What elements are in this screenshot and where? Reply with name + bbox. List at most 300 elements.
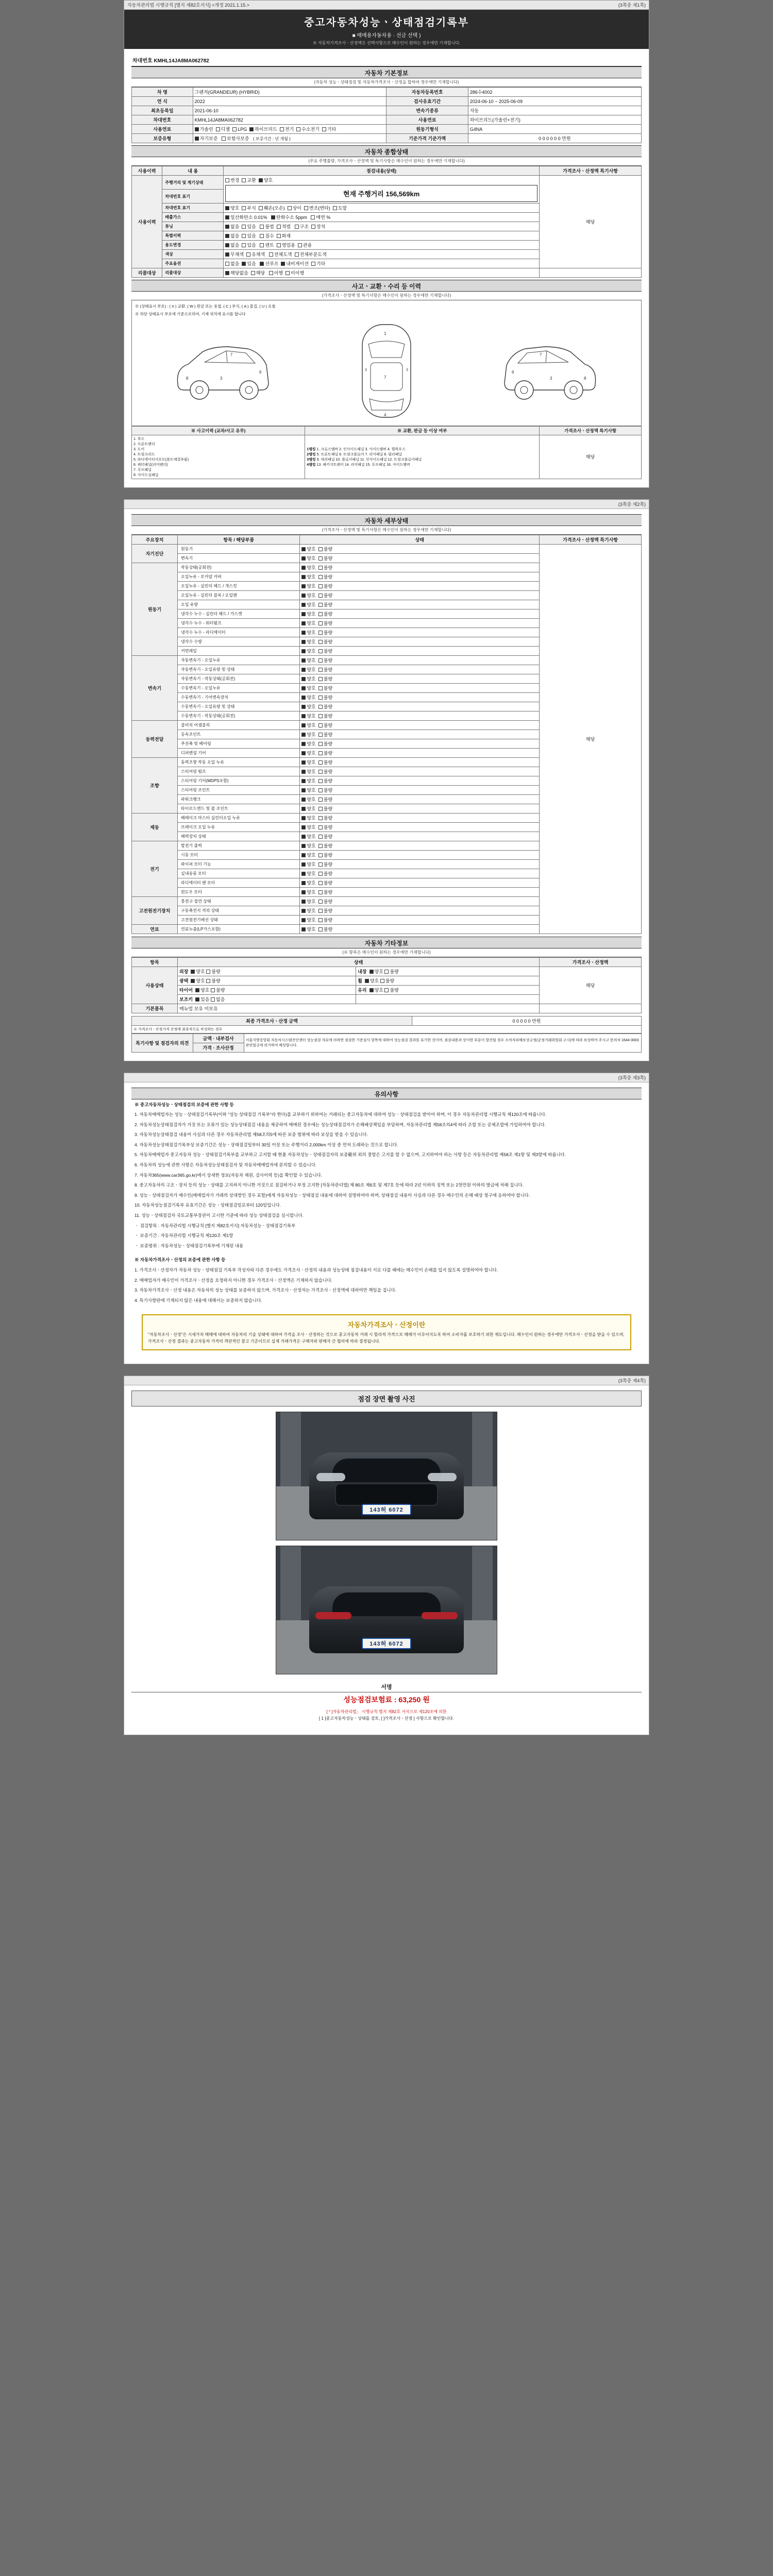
table-row [132, 1016, 642, 1025]
etc-extra-note [540, 1004, 642, 1013]
detail-group-label: 변속기 [132, 655, 178, 720]
detail-item-label: 배레이크 마스터 실린더오일 누유 [178, 813, 300, 822]
status-good[interactable]: 양호 [301, 732, 315, 737]
detail-item-label: 수동변속기 - 작동상태(공회전) [178, 711, 300, 720]
opt-yes[interactable]: 있음 [242, 261, 256, 266]
notice-item: 6. 자동차의 성능에 관한 사항은 자동차성능상태점검자 및 자동차매매업자에 문의할 수 있습니다. [135, 1162, 317, 1168]
car-side-left-diagram [171, 332, 274, 410]
status-bad[interactable]: 불량 [318, 890, 332, 895]
basic-value-0: 그랜저(GRANDEUR) (HYBRID) [193, 88, 386, 97]
footnote-1: [ * ]자동차관리법」 시행규칙 별지 제82호 서식으로 제120조에 의한 [326, 1709, 447, 1714]
usage-change-options [224, 241, 540, 250]
notice-subitem: 4. 특기사항란에 기재되지 않은 내용에 대해서는 보증하지 않습니다. [135, 1297, 262, 1303]
status-good[interactable]: 양호 [301, 899, 315, 904]
notices-head: ※ 중고자동차성능ㆍ상태점검의 보증에 관한 사항 등 [135, 1101, 234, 1107]
status-bad[interactable]: 불량 [318, 880, 332, 886]
recall-note [540, 268, 642, 278]
warranty-opt-0[interactable]: 자기보증 [195, 136, 218, 141]
status-bad[interactable]: 불량 [318, 918, 332, 923]
status-bad[interactable]: 불량 [318, 778, 332, 784]
detail-group-label: 자기진단 [132, 544, 178, 563]
status-good[interactable]: 양호 [301, 639, 315, 645]
document-notice: ※ 자동차가격조사ㆍ산정액은 선택사항으로 매수인이 원하는 경우에만 기재합니다. [312, 41, 461, 45]
notice-subitems-list [135, 1267, 638, 1304]
detail-group-label: 동력전달 [132, 720, 178, 757]
recall-na[interactable]: 해당없음 [225, 270, 248, 276]
status-bad[interactable]: 불량 [318, 927, 332, 932]
detail-item-label: 스티어링 펌프 [178, 767, 300, 776]
detail-item-label: 냉각수 누수 - 라디에이터 [178, 628, 300, 637]
etc-glass-bad[interactable]: 불량 [384, 988, 398, 993]
diagram-note-1: ※ (상태표시 부호) : ( X ) 교환, ( W ) 판금 또는 용접, ( C ) 부식, ( A ) 흠집, ( U ) 요철 [135, 304, 276, 309]
opinion-sub-2: 가격 · 조사산정 [193, 1043, 244, 1052]
notice-item: 2. 자동차성능상태점검자가 거짓 또는 오류가 있는 성능상태점검 내용을 제공하여 매매된 경우에는 성능상태점검자가 손해배상책임을 부담하며, 자동차관리법 제58조의4에 따라 조합 또는 공제조합에 가입하여야 합니다. [135, 1122, 546, 1127]
form-reference: 자동차관리법 시행규칙 [별지 제82호서식] <개정 2021.1.15.> [127, 3, 250, 8]
vin-opt-2[interactable]: 훼손(오손) [259, 206, 285, 211]
status-good[interactable]: 양호 [301, 556, 315, 561]
recall-options [224, 268, 540, 278]
status-good[interactable]: 양호 [301, 769, 315, 774]
engine-label: 원동기형식 [386, 125, 468, 134]
status-bad[interactable]: 불량 [318, 871, 332, 876]
tuning-opt-yes[interactable]: 있음 [242, 224, 256, 229]
windshield [332, 1459, 441, 1482]
inspection-fee: 성능점검보험료 : 63,250 원 [131, 1692, 642, 1709]
status-good[interactable]: 양호 [301, 695, 315, 700]
status-bad[interactable]: 불량 [318, 676, 332, 682]
accident-bottom-table [131, 426, 642, 479]
garage-pillar-left [280, 1412, 301, 1486]
tuning-opt-none[interactable]: 없음 [225, 224, 239, 229]
fuel-opt-0[interactable]: 가솔린 [195, 127, 213, 132]
etc-tire: 타이어 양호 불량 [178, 985, 356, 994]
status-bad[interactable]: 불량 [318, 686, 332, 691]
detail-item-label: 수동변속기 - 오일유량 및 상태 [178, 702, 300, 711]
etc-int-good[interactable]: 양호 [369, 969, 383, 974]
detail-price-note: 해당 [540, 544, 642, 934]
page-3 [124, 1073, 649, 1364]
basic-value-3: KMHL14JA8MA062782 [193, 115, 386, 125]
opt-etc[interactable]: 기타 [311, 261, 325, 266]
status-good[interactable]: 양호 [301, 574, 315, 580]
recall-yes[interactable]: 해당 [251, 270, 265, 276]
warranty-note: ( 보증기간 : 년 개월 ) [253, 137, 291, 141]
status-bad[interactable]: 불량 [318, 843, 332, 849]
notice-item: 1. 자동차매매업자는 성능ㆍ상태점검기록부(이하 "성능 상태점검 기록부"라 한다)를 교부하기 위하여는 거래되는 중고자동차에 대하여 성능ㆍ상태점검을 받아야 하며, 이 경우 자동차관리법 시행규칙 제120조에 따릅니다. [135, 1112, 547, 1117]
status-bad[interactable]: 불량 [318, 788, 332, 793]
svg-text:8: 8 [186, 376, 189, 381]
table-row [132, 106, 642, 115]
status-good[interactable]: 양호 [301, 676, 315, 682]
overall-item-7: 주요옵션 [162, 259, 224, 268]
page-title: 중고자동차성능ㆍ상태점검기록부 [304, 17, 469, 28]
accident-section-sub: (가격조사ㆍ산정액 및 특기사항은 매수인이 원하는 경우에만 기재합니다) [131, 292, 642, 300]
detail-item-label: 클러치 어셈블리 [178, 720, 300, 730]
status-good[interactable]: 양호 [301, 918, 315, 923]
status-bad[interactable]: 불량 [318, 547, 332, 552]
status-good[interactable]: 양호 [301, 834, 315, 839]
status-good[interactable]: 양호 [301, 890, 315, 895]
detail-item-label: 변속기 [178, 553, 300, 563]
usechg-yes[interactable]: 있음 [242, 243, 256, 248]
etc-polish-good[interactable]: 양호 [191, 978, 205, 984]
table-row [132, 134, 642, 143]
status-good[interactable]: 양호 [301, 714, 315, 719]
warranty-opt-1[interactable]: 보험사보증 [222, 136, 249, 141]
detail-item-status [300, 692, 540, 702]
special-none[interactable]: 없음 [225, 233, 239, 239]
status-bad[interactable]: 불량 [318, 760, 332, 765]
status-bad[interactable]: 불량 [318, 639, 332, 645]
status-bad[interactable]: 불량 [318, 584, 332, 589]
status-good[interactable]: 양호 [301, 630, 315, 635]
detail-table-body [132, 544, 642, 934]
headlight-left-icon [316, 1473, 345, 1481]
etc-wheel: 휠 양호 불량 [356, 976, 540, 985]
detail-item-label: 원동기 [178, 544, 300, 553]
usechg-rent[interactable]: 렌트 [260, 243, 274, 248]
status-good[interactable]: 양호 [301, 880, 315, 886]
etc-ext-good[interactable]: 양호 [191, 969, 205, 974]
status-bad[interactable]: 불량 [318, 704, 332, 709]
usechg-biz[interactable]: 영업용 [277, 243, 295, 248]
front-photo [276, 1412, 497, 1540]
detail-item-status [300, 720, 540, 730]
fuel-opt-6[interactable]: 기타 [322, 127, 336, 132]
svg-text:3: 3 [550, 376, 552, 381]
detail-item-status [300, 924, 540, 934]
etc-int-bad[interactable]: 불량 [384, 969, 398, 974]
detail-item-status [300, 563, 540, 572]
taillight-left-icon [315, 1612, 351, 1619]
tuning-sub-0[interactable]: 불법 [260, 224, 274, 229]
overall-col-2: 점검내용(상태) [224, 166, 540, 176]
page-1 [124, 0, 649, 488]
status-bad[interactable]: 불량 [318, 695, 332, 700]
detail-item-label: 라디에이터 팬 모터 [178, 878, 300, 887]
car-top-diagram [348, 319, 425, 422]
etc-col-0: 항목 [132, 957, 178, 967]
detail-group-label: 제동 [132, 813, 178, 841]
status-bad[interactable]: 불량 [318, 741, 332, 747]
price-definition-box [142, 1314, 631, 1350]
status-bad[interactable]: 불량 [318, 751, 332, 756]
recall-notdone[interactable]: 미이행 [285, 270, 304, 276]
mileage-opt-1[interactable]: 교환 [242, 178, 256, 183]
color-options [224, 250, 540, 259]
status-good[interactable]: 양호 [301, 667, 315, 672]
status-bad[interactable]: 불량 [318, 732, 332, 737]
etc-wheel-bad[interactable]: 불량 [380, 978, 394, 984]
detail-item-status [300, 665, 540, 674]
status-bad[interactable]: 불량 [318, 649, 332, 654]
status-good[interactable]: 양호 [301, 871, 315, 876]
svg-text:7: 7 [540, 352, 542, 357]
recall-item: 리콜대상 [162, 268, 224, 278]
mileage-opt-2[interactable]: 양호 [259, 178, 273, 183]
table-header-row [132, 166, 642, 176]
special-flood[interactable]: 침수 [260, 233, 274, 239]
vin-line [131, 54, 642, 66]
mileage-opt-0[interactable]: 변경 [225, 178, 239, 183]
recall-done[interactable]: 이행 [269, 270, 283, 276]
detail-item-label: 작동상태(공회전) [178, 563, 300, 572]
detail-item-status [300, 628, 540, 637]
overall-col-3: 가격조사ㆍ산정액 특기사항 [540, 166, 642, 176]
etc-polish-bad[interactable]: 불량 [206, 978, 220, 984]
status-bad[interactable]: 불량 [318, 565, 332, 570]
opt-none[interactable]: 없음 [225, 261, 239, 266]
special-history-options [224, 231, 540, 241]
status-bad[interactable]: 불량 [318, 593, 332, 598]
special-yes[interactable]: 있음 [242, 233, 256, 239]
detail-item-label: 오일누유 - 로커암 커버 [178, 572, 300, 581]
svg-text:3: 3 [406, 368, 408, 372]
final-price-title: 최종 가격조사ㆍ산정 금액 [132, 1016, 412, 1025]
tuning-options [224, 222, 540, 231]
status-bad[interactable]: 불량 [318, 602, 332, 607]
basic-label2-1: 검사유효기간 [386, 97, 468, 106]
fuel-label: 사용연료 [132, 125, 193, 134]
vin-opt-5[interactable]: 도말 [333, 206, 347, 211]
overall-col-0: 사용이력 [132, 166, 162, 176]
status-bad[interactable]: 불량 [318, 574, 332, 580]
status-bad[interactable]: 불량 [318, 806, 332, 811]
emission-options [224, 213, 540, 222]
etc-ext-bad[interactable]: 불량 [206, 969, 220, 974]
status-good[interactable]: 양호 [301, 704, 315, 709]
vin-opt-1[interactable]: 부식 [242, 206, 256, 211]
fuel-opt-3[interactable]: 하이브리드 [249, 127, 277, 132]
car-rear-body [309, 1586, 464, 1653]
detail-item-label: 수동변속기 - 기어변속장치 [178, 692, 300, 702]
detail-item-label: 실내송풍 모터 [178, 869, 300, 878]
etc-key-no[interactable]: 없음 [211, 997, 225, 1002]
detail-item-label: 추진축 및 베어링 [178, 739, 300, 748]
etc-tire-bad[interactable]: 불량 [211, 988, 225, 993]
etc-section-sub: (※ 항목은 매수인이 원하는 경우에만 기재합니다) [131, 948, 642, 957]
status-good[interactable]: 양호 [301, 778, 315, 784]
detail-item-status [300, 544, 540, 553]
overall-section-sub: (주요 주행불량, 가격조사ㆍ산정액 및 특기사항은 매수인이 원하는 경우에만 기재합니다) [131, 157, 642, 166]
color-full[interactable]: 전체도색 [269, 252, 292, 257]
status-good[interactable]: 양호 [301, 621, 315, 626]
status-good[interactable]: 양호 [301, 649, 315, 654]
detail-item-status [300, 906, 540, 915]
front-plate: 143허 6072 [362, 1504, 411, 1515]
status-good[interactable]: 양호 [301, 806, 315, 811]
status-good[interactable]: 양호 [301, 584, 315, 589]
notice-item: 7. 자동차365(www.car365.go.kr)에서 상세한 정보(자동차 제원, 검사이력 등)을 확인할 수 있습니다. [135, 1172, 323, 1178]
detail-item-label: 와이퍼 모터 기능 [178, 859, 300, 869]
status-good[interactable]: 양호 [301, 788, 315, 793]
car-side-right-diagram [499, 332, 602, 410]
vin-opt-0[interactable]: 양호 [225, 206, 239, 211]
usechg-none[interactable]: 없음 [225, 243, 239, 248]
table-row [132, 125, 642, 134]
detail-item-label: 연료누출(LP가스포함) [178, 924, 300, 934]
status-good[interactable]: 양호 [301, 751, 315, 756]
fuel-opt-4[interactable]: 전기 [280, 127, 294, 132]
accident-legend-left [132, 435, 305, 479]
usechg-gov[interactable]: 관용 [298, 243, 312, 248]
detail-item-status [300, 887, 540, 896]
fuel-opt-2[interactable]: LPG [232, 127, 247, 132]
vin-opt-4[interactable]: 변조(변타) [304, 206, 330, 211]
notice-subitem: 3. 자동차가격조사ㆍ산정 내용은 자동차의 성능 상태를 보증하지 않으며, 가격조사ㆍ산정자는 가격조사ㆍ산정액에 대하여만 책임을 집니다. [135, 1287, 397, 1293]
etc-tire-good[interactable]: 양호 [195, 988, 209, 993]
accident-section-title: 사고ㆍ교환ㆍ수리 등 이력 [131, 280, 642, 292]
status-bad[interactable]: 불량 [318, 899, 332, 904]
status-good[interactable]: 양호 [301, 612, 315, 617]
color-mono[interactable]: 무채색 [225, 252, 244, 257]
legend-item-3: 4. 트렁크리드 [133, 452, 155, 456]
detail-item-status [300, 804, 540, 813]
detail-item-status [300, 757, 540, 767]
status-bad[interactable]: 불량 [318, 834, 332, 839]
fuel-opt-1[interactable]: 디젤 [216, 127, 230, 132]
vin-opt-3[interactable]: 상이 [288, 206, 301, 211]
document-header [124, 10, 649, 49]
emission-hc: 탄화수소 5ppm [271, 215, 307, 220]
detail-item-label: 동력조향 작동 오일 누유 [178, 757, 300, 767]
svg-text:4: 4 [384, 412, 386, 417]
legend-item-1: 2. 프론트팬더 [133, 442, 155, 446]
special-fire[interactable]: 화재 [277, 233, 291, 239]
overall-item-6: 색상 [162, 250, 224, 259]
svg-text:6: 6 [259, 369, 262, 375]
status-good[interactable]: 양호 [301, 741, 315, 747]
table-row [132, 268, 642, 278]
status-bad[interactable]: 불량 [318, 667, 332, 672]
detail-item-status [300, 841, 540, 850]
status-bad[interactable]: 불량 [318, 658, 332, 663]
detail-item-label: 등속조인트 [178, 730, 300, 739]
basic-value-2: 2021-06-10 [193, 106, 386, 115]
detail-item-label: 윈도우 모터 [178, 887, 300, 896]
status-good[interactable]: 양호 [301, 853, 315, 858]
svg-text:3: 3 [365, 368, 367, 372]
status-good[interactable]: 양호 [301, 797, 315, 802]
notice-item: ㆍ 점검항목 : 자동차관리법 시행규칙 [별지 제82호서식] 자동차성능ㆍ상태점검기록부 [135, 1223, 296, 1228]
status-good[interactable]: 양호 [301, 816, 315, 821]
table-row [132, 1033, 642, 1043]
status-good[interactable]: 양호 [301, 602, 315, 607]
notice-item: 10. 자동차성능점검기록부 유효기간은 성능ㆍ상태점검일로부터 120일입니다. [135, 1202, 281, 1208]
notice-item: 3. 자동차성능상태점검 내용이 사실과 다른 경우 자동차관리법 제58조의5에 따른 보증 범위에 따라 보상을 받을 수 있습니다. [135, 1132, 368, 1138]
detail-item-status [300, 674, 540, 683]
etc-section-title: 자동차 기타정보 [131, 937, 642, 948]
detail-item-label: 오일 유량 [178, 600, 300, 609]
color-part[interactable]: 전체부분도색 [295, 252, 327, 257]
detail-item-status [300, 646, 540, 655]
basic-value2-2: 자동 [468, 106, 641, 115]
page-mark-3: (3쪽중 제3쪽) [618, 1075, 646, 1080]
vin-mark-options [224, 204, 540, 213]
status-bad[interactable]: 불량 [318, 621, 332, 626]
status-good[interactable]: 양호 [301, 723, 315, 728]
status-good[interactable]: 양호 [301, 547, 315, 552]
status-bad[interactable]: 불량 [318, 723, 332, 728]
status-bad[interactable]: 불량 [318, 816, 332, 821]
opt-nav[interactable]: 내비게이션 [281, 261, 308, 266]
status-good[interactable]: 양호 [301, 843, 315, 849]
detail-item-label: 수동변속기 - 오일누유 [178, 683, 300, 692]
status-bad[interactable]: 불량 [318, 556, 332, 561]
status-good[interactable]: 양호 [301, 686, 315, 691]
basic-label-1: 연 식 [132, 97, 193, 106]
basic-label-0: 차 명 [132, 88, 193, 97]
detail-item-status [300, 776, 540, 785]
status-good[interactable]: 양호 [301, 565, 315, 570]
detail-item-label: 디퍼렌셜 기어 [178, 748, 300, 757]
page-4 [124, 1376, 649, 1735]
detail-item-label: 스티어링 조인트 [178, 785, 300, 794]
status-bad[interactable]: 불량 [318, 630, 332, 635]
detail-item-status [300, 813, 540, 822]
table-row [132, 97, 642, 106]
tuning-sub-1[interactable]: 적법 [277, 224, 291, 229]
status-bad[interactable]: 불량 [318, 853, 332, 858]
status-bad[interactable]: 불량 [318, 908, 332, 913]
status-good[interactable]: 양호 [301, 593, 315, 598]
color-chroma[interactable]: 유채색 [246, 252, 265, 257]
status-good[interactable]: 양호 [301, 862, 315, 867]
engine-value: G4NA [468, 125, 641, 134]
table-header-row [132, 535, 642, 544]
status-bad[interactable]: 불량 [318, 612, 332, 617]
tuning-value: 0 0 0 0 0 0 만원 [468, 134, 641, 143]
detail-item-label: 냉각수 누수 - 워터펌프 [178, 618, 300, 628]
svg-text:7: 7 [384, 375, 386, 380]
notice-items-list [135, 1111, 638, 1249]
tuning-sub2-0[interactable]: 구조 [295, 224, 309, 229]
warranty-options [193, 134, 386, 143]
opinion-body: 서울지방중앙회 자동차시스템진단센터 성능점검 자료에 의하면 점검한 기준검사 항목에 대하여 성능점검 결과를 표기한 것이며, 점검내용과 상이한 부분이 발견될 경우 소비자피해보상규정(공정거래위원회 고시)에 따라 보상하여 주시고 문의처 1644-3003 관련법규에 의거하여 배상합니다. [244, 1033, 641, 1052]
detail-group-label: 고전원전기장치 [132, 896, 178, 924]
accident-note-value: 해당 [540, 435, 642, 479]
status-bad[interactable]: 불량 [318, 769, 332, 774]
status-bad[interactable]: 불량 [318, 714, 332, 719]
status-good[interactable]: 양호 [301, 825, 315, 830]
detail-group-label: 원동기 [132, 563, 178, 655]
notice-item: 9. 성능ㆍ상태점검자가 매수인(매매업자가 거래의 상대방인 경우 포함)에게 자동차성능ㆍ상태점검 내용에 대하여 설명하여야 하며, 상태점검 내용이 사실과 다른 경우 매수인의 손해 배상 청구에 응하여야 합니다. [135, 1192, 530, 1198]
etc-key: 보조키 있음 없음 [178, 994, 356, 1004]
opt-sunroof[interactable]: 선루프 [260, 261, 278, 266]
table-header-row [132, 957, 642, 967]
status-bad[interactable]: 불량 [318, 862, 332, 867]
detail-item-label: 브레이크 오일 누유 [178, 822, 300, 832]
tuning-sub2-1[interactable]: 장치 [311, 224, 325, 229]
etc-key-yes[interactable]: 있음 [195, 997, 209, 1002]
status-good[interactable]: 양호 [301, 908, 315, 913]
overall-item-5: 용도변경 [162, 241, 224, 250]
detail-item-status [300, 730, 540, 739]
etc-glass-good[interactable]: 양호 [369, 988, 383, 993]
frame-row-0: 1랭킹 1. 크로스멤버 2. 인사이드패널 3. 사이드멤버 4. 휠하우스 [307, 447, 406, 451]
status-good[interactable]: 양호 [301, 658, 315, 663]
legend-item-7: 8. 사이드실패널 [133, 473, 159, 477]
notices-title: 유의사항 [131, 1088, 642, 1099]
etc-wheel-good[interactable]: 양호 [365, 978, 379, 984]
etc-group-label: 사용상태 [132, 967, 178, 1004]
status-bad[interactable]: 불량 [318, 825, 332, 830]
status-good[interactable]: 양호 [301, 927, 315, 932]
status-bad[interactable]: 불량 [318, 797, 332, 802]
status-good[interactable]: 양호 [301, 760, 315, 765]
fuel-opt-5[interactable]: 수소전기 [296, 127, 320, 132]
accident-col-0: ※ 사고이력 (교차/사고 유무) [132, 426, 305, 435]
